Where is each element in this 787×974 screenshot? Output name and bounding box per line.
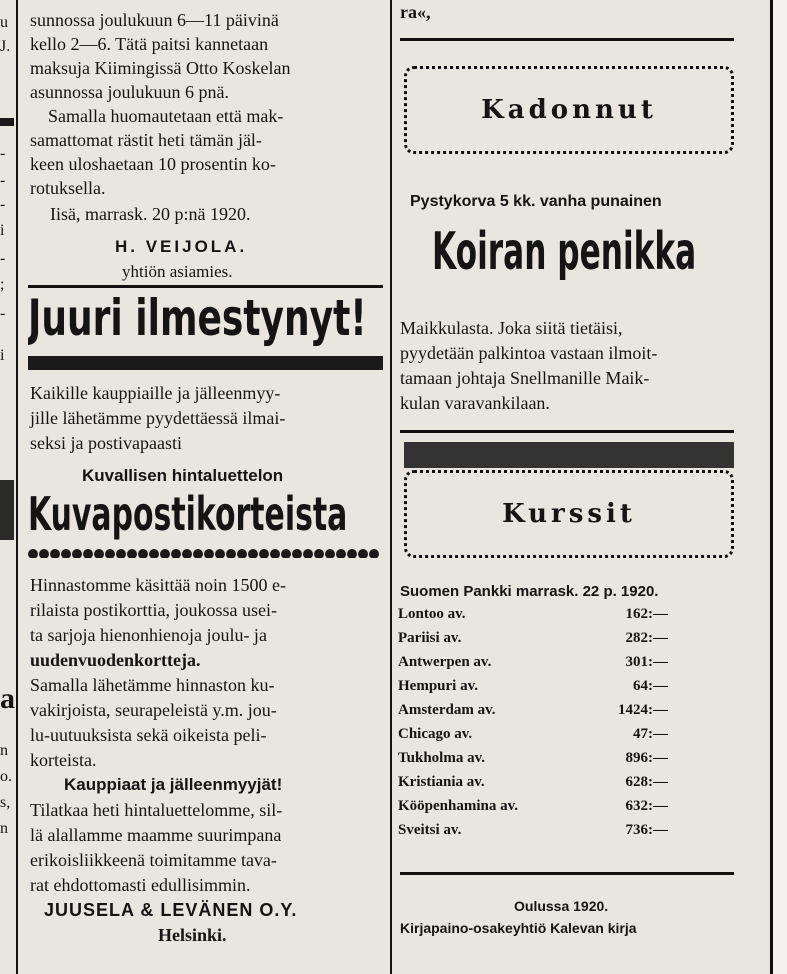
dog-intro: Pystykorva 5 kk. vanha punainen <box>410 193 662 210</box>
rate-row <box>398 726 668 750</box>
left-fragment: - <box>0 305 6 322</box>
rate-currency: Hempuri av. <box>398 678 479 694</box>
left-fragment: - <box>0 145 6 162</box>
decorative-dot <box>160 549 170 558</box>
decorative-dot <box>215 549 225 558</box>
text-line: Hinnastomme käsittää noin 1500 e- <box>30 575 286 595</box>
section-rule <box>400 38 734 41</box>
decorative-dot <box>83 549 93 558</box>
decorative-dot <box>94 549 104 558</box>
left-fragment: s, <box>0 794 11 811</box>
left-fragment: - <box>0 250 6 267</box>
text-line: sunnossa joulukuun 6—11 päivinä <box>30 10 279 30</box>
left-fragment: n <box>0 742 8 759</box>
decorative-dot <box>336 549 346 558</box>
text-fragment: ra«, <box>400 2 431 22</box>
section-rule <box>28 285 383 288</box>
decorative-dot <box>105 549 115 558</box>
text-line: rilaista postikorttia, joukossa usei- <box>30 600 277 620</box>
rate-currency: Antwerpen av. <box>398 654 492 670</box>
decorative-dot <box>237 549 247 558</box>
text-line: Maikkulasta. Joka siitä tietäisi, <box>400 318 623 338</box>
rate-currency: Lontoo av. <box>398 606 466 622</box>
decorative-dot-border <box>28 544 383 558</box>
rate-row <box>398 774 668 798</box>
left-fragment: a <box>0 682 15 715</box>
lost-notice-title: Kadonnut <box>481 95 657 125</box>
rate-row <box>398 606 668 630</box>
rates-header: Suomen Pankki marrask. 22 p. 1920. <box>400 583 659 600</box>
rate-currency: Amsterdam av. <box>398 702 496 718</box>
decorative-dot <box>182 549 192 558</box>
left-fragment: o. <box>0 768 12 785</box>
footer-printer: Kirjapaino-osakeyhtiö Kalevan kirja <box>400 920 637 936</box>
text-line: tamaan johtaja Snellmanille Maik- <box>400 368 650 388</box>
decorative-dot <box>149 549 159 558</box>
rate-value: 628:— <box>625 774 668 790</box>
decorative-dot <box>138 549 148 558</box>
rate-currency: Kristiania av. <box>398 774 485 790</box>
footer-city: Oulussa 1920. <box>514 898 609 914</box>
rate-value: 632:— <box>625 798 668 814</box>
rate-row <box>398 750 668 774</box>
decorative-dot <box>28 549 38 558</box>
decorative-dot <box>61 549 71 558</box>
section-rule <box>400 430 734 433</box>
decorative-dot <box>127 549 137 558</box>
ad-headline-wrap <box>28 290 388 348</box>
text-line: pyydetään palkintoa vastaan ilmoit- <box>400 343 658 363</box>
text-line: erikoisliikkeenä toimitamme tava- <box>30 850 277 870</box>
decorative-dot <box>347 549 357 558</box>
rate-value: 64:— <box>633 678 668 694</box>
decorative-dot <box>358 549 368 558</box>
signer-title: yhtiön asiamies. <box>122 262 233 281</box>
text-line: rotuksella. <box>30 178 106 198</box>
ad-subhead: Kuvallisen hintaluettelon <box>82 466 284 485</box>
rate-value: 736:— <box>625 822 668 838</box>
text-line: keen uloshaetaan 10 prosentin ko- <box>30 154 276 174</box>
text-line: Iisä, marrask. 20 p:nä 1920. <box>50 204 251 224</box>
left-fragment: u <box>0 14 8 31</box>
left-fragment: i <box>0 347 5 364</box>
rate-currency: Tukholma av. <box>398 750 485 766</box>
rate-row <box>398 702 668 726</box>
decorative-dot <box>281 549 291 558</box>
decorative-dot <box>292 549 302 558</box>
decorative-dot <box>303 549 313 558</box>
company-name: JUUSELA & LEVÄNEN O.Y. <box>44 900 298 920</box>
page-margin <box>773 0 787 974</box>
text-line: Kaikille kauppiaille ja jälleenmyy- <box>30 383 281 403</box>
decorative-dot <box>314 549 324 558</box>
rates-title: Kurssit <box>502 499 636 529</box>
decorative-dot <box>50 549 60 558</box>
dog-headline: Koiran penikka <box>432 222 697 282</box>
signer-name: H. VEIJOLA. <box>115 237 248 256</box>
decorative-dot <box>116 549 126 558</box>
text-line: Tilatkaa heti hintaluettelomme, sil- <box>30 800 283 820</box>
rate-row <box>398 822 668 846</box>
left-fragment: n <box>0 820 8 837</box>
rate-row <box>398 678 668 702</box>
text-line: samattomat rästit heti tämän jäl- <box>30 130 262 150</box>
decorative-dot <box>171 549 181 558</box>
section-rule <box>400 872 734 875</box>
lost-notice-box <box>404 66 734 154</box>
rate-currency: Kööpenhamina av. <box>398 798 519 814</box>
decorative-dot <box>325 549 335 558</box>
decorative-dot <box>270 549 280 558</box>
decorative-dot <box>193 549 203 558</box>
rate-value: 162:— <box>625 606 668 622</box>
decorative-dot <box>226 549 236 558</box>
text-line: uudenvuodenkortteja. <box>30 650 201 670</box>
column-rule-middle <box>390 0 392 974</box>
text-line: Samalla huomautetaan että mak- <box>48 106 284 126</box>
rate-value: 47:— <box>633 726 668 742</box>
decorative-dot <box>39 549 49 558</box>
left-fragment: i <box>0 222 5 239</box>
text-line: lä alallamme maamme suurimpana <box>30 825 282 845</box>
text-line: Samalla lähetämme hinnaston ku- <box>30 675 275 695</box>
ad-big-wrap <box>28 488 388 542</box>
decorative-dot <box>248 549 258 558</box>
ad-callout: Kauppiaat ja jälleenmyyjät! <box>64 775 283 794</box>
rate-currency: Chicago av. <box>398 726 473 742</box>
text-line: rat ehdottomasti edullisimmin. <box>30 875 251 895</box>
left-fragment: J. <box>0 38 11 55</box>
rate-value: 1424:— <box>618 702 668 718</box>
rate-currency: Pariisi av. <box>398 630 462 646</box>
left-fragment: - <box>0 196 6 213</box>
rate-value: 301:— <box>625 654 668 670</box>
text-line: lu-uutuuksista sekä oikeista peli- <box>30 725 267 745</box>
decorative-dot <box>259 549 269 558</box>
dog-headline-wrap <box>432 222 752 288</box>
left-fragment: - <box>0 172 6 189</box>
text-line: kulan varavankilaan. <box>400 393 550 413</box>
headline-underbar <box>28 356 383 370</box>
rates-top-band <box>404 442 734 468</box>
rate-row <box>398 654 668 678</box>
left-fragment: ; <box>0 276 5 293</box>
rate-row <box>398 798 668 822</box>
text-line: maksuja Kiimingissä Otto Koskelan <box>30 58 291 78</box>
company-city: Helsinki. <box>158 925 227 945</box>
rate-row <box>398 630 668 654</box>
text-line: vakirjoista, seurapeleistä y.m. jou- <box>30 700 277 720</box>
rate-value: 282:— <box>625 630 668 646</box>
text-line: jille lähetämme pyydettäessä ilmai- <box>30 408 286 428</box>
left-fragment-bar <box>0 118 14 126</box>
left-fragment-bar <box>0 480 14 540</box>
text-line: korteista. <box>30 750 97 770</box>
rates-box <box>404 470 734 558</box>
text-line: asunnossa joulukuun 6 pnä. <box>30 82 229 102</box>
rate-currency: Sveitsi av. <box>398 822 462 838</box>
rate-value: 896:— <box>625 750 668 766</box>
decorative-dot <box>204 549 214 558</box>
ad-headline: Juuri ilmestynyt! <box>28 290 367 347</box>
decorative-dot <box>369 549 379 558</box>
text-line: kello 2—6. Tätä paitsi kannetaan <box>30 34 269 54</box>
decorative-dot <box>72 549 82 558</box>
column-rule-left <box>16 0 18 974</box>
text-line: ta sarjoja hienonhienoja joulu- ja <box>30 625 267 645</box>
text-line: seksi ja postivapaasti <box>30 433 182 453</box>
ad-big-title: Kuvapostikorteista <box>28 488 348 541</box>
